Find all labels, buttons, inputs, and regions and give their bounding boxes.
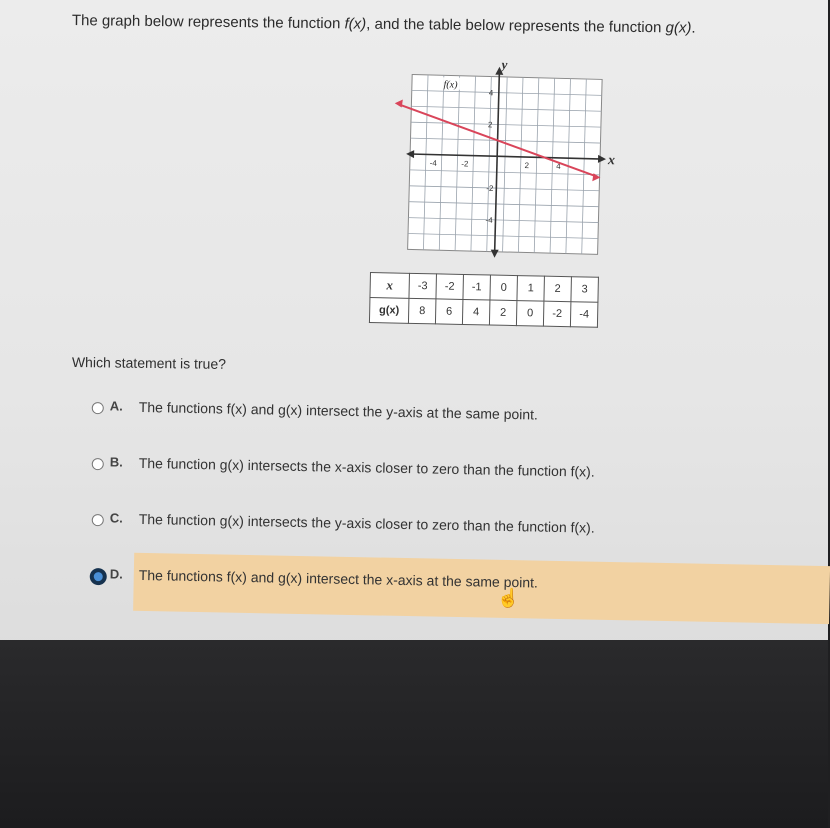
option-c[interactable] (91, 508, 791, 549)
x-tick-label: 4 (556, 161, 561, 171)
table-cell: 2 (489, 300, 517, 326)
option-b[interactable] (91, 452, 791, 493)
table-cell: 2 (544, 276, 572, 302)
option-letter: B. (109, 454, 123, 470)
option-letter: A. (109, 398, 123, 414)
y-axis-label: y (501, 56, 508, 72)
table-cell: 3 (571, 277, 599, 303)
x-tick-label: 2 (524, 160, 530, 171)
y-tick-label: 4 (488, 88, 494, 98)
table-cell: 4 (462, 299, 490, 325)
x-tick-label: -2 (461, 159, 469, 169)
question-text: Which statement is true? (71, 354, 227, 372)
y-tick-label: -2 (486, 183, 494, 194)
x-axis-label: x (607, 153, 616, 169)
prompt-text-3: . (691, 19, 696, 37)
question-prompt (72, 10, 792, 41)
radio-button-selected[interactable] (92, 570, 105, 583)
option-a[interactable] (91, 396, 791, 437)
option-text: The function g(x) intersects the y-axis closer to zero than the function f(x). (138, 510, 595, 536)
option-text: The function g(x) intersects the x-axis closer to zero than the function f(x). (138, 454, 595, 480)
table-header-g: g(x) (369, 298, 409, 324)
option-letter: D. (109, 566, 123, 582)
prompt-g: g(x) (665, 19, 692, 37)
table-cell: 0 (490, 275, 518, 301)
table-cell: -2 (436, 274, 464, 300)
table-cell: -1 (463, 274, 491, 300)
x-tick-label: -4 (429, 158, 437, 168)
table-cell: 6 (435, 299, 463, 325)
hand-cursor-icon: ☝ (497, 588, 520, 608)
function-graph (402, 56, 616, 259)
f-label: f(x) (443, 79, 458, 91)
radio-button[interactable] (92, 458, 104, 470)
prompt-text-1: The graph below represents the function (71, 11, 345, 33)
radio-button[interactable] (92, 514, 104, 526)
x-axis-arrow (598, 155, 606, 163)
table-cell: -2 (543, 301, 571, 327)
y-tick-label: 2 (487, 120, 493, 130)
table-header-x: x (370, 273, 410, 299)
radio-button[interactable] (92, 402, 104, 414)
table-cell: 0 (516, 301, 544, 327)
option-text: The functions f(x) and g(x) intersect the x-axis at the same point. (138, 566, 539, 591)
table-cell: 1 (517, 276, 545, 302)
option-letter: C. (109, 510, 123, 526)
prompt-text-2: , and the table below represents the function (366, 15, 666, 37)
table-cell: -3 (409, 273, 437, 299)
f-line-arrow-left (395, 99, 403, 107)
table-cell: 8 (408, 298, 436, 324)
screen-bezel (0, 640, 828, 828)
prompt-f: f(x) (344, 15, 367, 33)
table-row-g (369, 298, 597, 328)
option-text: The functions f(x) and g(x) intersect the y-axis at the same point. (138, 398, 539, 423)
y-tick-label: -4 (485, 215, 493, 225)
table-cell: -4 (570, 302, 598, 328)
g-table (369, 272, 599, 328)
y-axis-arrow-bottom (491, 250, 499, 258)
option-d[interactable] (91, 564, 791, 605)
